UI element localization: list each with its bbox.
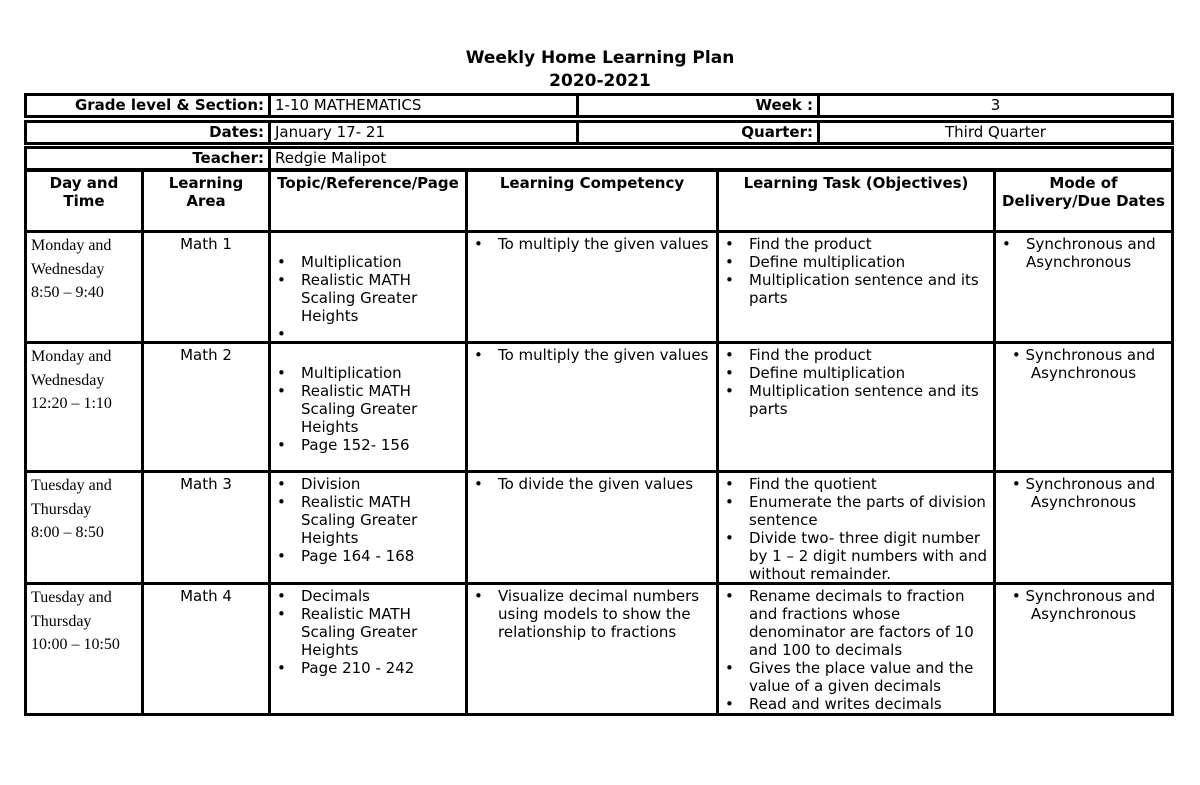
teacher-label: Teacher: [24,146,271,171]
day-line: Tuesday and [31,589,112,606]
topic-item: • Page 164 - 168 [301,547,461,565]
column-header-topic: Topic/Reference/Page [277,174,459,192]
school-year: 2020-2021 [549,71,651,91]
topic-item: • Multiplication [301,364,461,382]
task-item: • Find the quotient [749,475,989,493]
competency-item: • To multiply the given values [498,235,712,253]
mode-item: • Synchronous and Asynchronous [1011,346,1156,382]
topic-cell [271,473,465,582]
mode-item: • Synchronous and Asynchronous [1026,235,1167,271]
time-line: 12:20 – 1:10 [31,395,112,412]
task-item: • Multiplication sentence and its parts [749,382,989,418]
competency-item: • To divide the given values [498,475,712,493]
dates-label: Dates: [24,120,271,145]
topic-item: • Division [301,475,461,493]
competency-cell [468,585,716,713]
time-line: 8:50 – 9:40 [31,284,104,301]
topic-item: • Page 152- 156 [301,436,461,454]
day-line: Wednesday [31,260,105,278]
competency-cell [468,344,716,470]
day-line: Thursday [31,612,92,630]
mode-cell [996,233,1171,341]
day-time-cell [27,233,141,341]
task-cell [719,233,993,341]
day-time-cell [27,585,141,713]
task-item: • Define multiplication [749,364,989,382]
day-line: Monday and [31,348,112,365]
task-item: • Divide two- three digit number by 1 – 2 digit numbers with and without remainder. [749,529,989,582]
column-header-task: Learning Task (Objectives) [743,174,969,192]
day-line: Wednesday [31,371,105,389]
grade-value: 1-10 MATHEMATICS [268,93,579,118]
mode-item: • Synchronous and Asynchronous [1011,587,1156,623]
topic-item: • Realistic MATH Scaling Greater Heights [301,382,461,436]
task-item: • Find the product [749,235,989,253]
task-cell [719,473,993,582]
task-cell [719,585,993,713]
mode-cell [996,344,1171,470]
mode-item: • Synchronous and Asynchronous [1011,475,1156,511]
learning-area-cell: Math 1 [180,235,232,253]
learning-area-cell: Math 2 [180,346,232,364]
time-line: 10:00 – 10:50 [31,636,120,653]
column-header-day: Day and Time [49,174,119,210]
learning-area-cell: Math 3 [180,475,232,493]
topic-item: • Realistic MATH Scaling Greater Heights [301,271,461,325]
quarter-value: Third Quarter [817,120,1174,145]
week-value: 3 [817,93,1174,118]
competency-cell [468,473,716,582]
column-header-competency: Learning Competency [499,174,685,192]
column-header-mode: Mode of Delivery/Due Dates [1002,174,1165,210]
day-time-cell [27,473,141,582]
day-time-cell [27,344,141,470]
task-item: • Find the product [749,346,989,364]
topic-item: • Realistic MATH Scaling Greater Heights [301,605,461,659]
time-line: 8:00 – 8:50 [31,524,104,541]
task-cell [719,344,993,470]
competency-item: • To multiply the given values [498,346,712,364]
topic-cell [271,233,465,341]
page-title: Weekly Home Learning Plan [465,48,735,68]
learning-area-cell: Math 4 [180,587,232,605]
topic-item: • Decimals [301,587,461,605]
day-line: Monday and [31,237,112,254]
day-line: Thursday [31,500,92,518]
competency-cell [468,233,716,341]
task-item: • Read and writes decimals [749,695,989,713]
task-item: • Gives the place value and the value of a given decimals [749,659,989,695]
quarter-label: Quarter: [576,120,820,145]
teacher-value: Redgie Malipot [268,146,1174,171]
dates-value: January 17- 21 [268,120,579,145]
task-item: • Rename decimals to fraction and fractions whose denominator are factors of 10 and 100 to decimals [749,587,989,659]
topic-item: • Multiplication [301,253,461,271]
topic-item: • Page 210 - 242 [301,659,461,677]
topic-cell [271,585,465,713]
topic-item: • Realistic MATH Scaling Greater Heights [301,493,461,547]
competency-item: • Visualize decimal numbers using models to show the relationship to fractions [498,587,712,641]
column-header-area: Learning Area [168,174,244,210]
task-item: • Enumerate the parts of division sentence [749,493,989,529]
week-label: Week : [576,93,820,118]
task-item: • Multiplication sentence and its parts [749,271,989,307]
mode-cell [996,585,1171,713]
grade-label: Grade level & Section: [24,93,271,118]
day-line: Tuesday and [31,477,112,494]
topic-item [301,325,461,341]
topic-cell [271,344,465,470]
task-item: • Define multiplication [749,253,989,271]
mode-cell [996,473,1171,582]
